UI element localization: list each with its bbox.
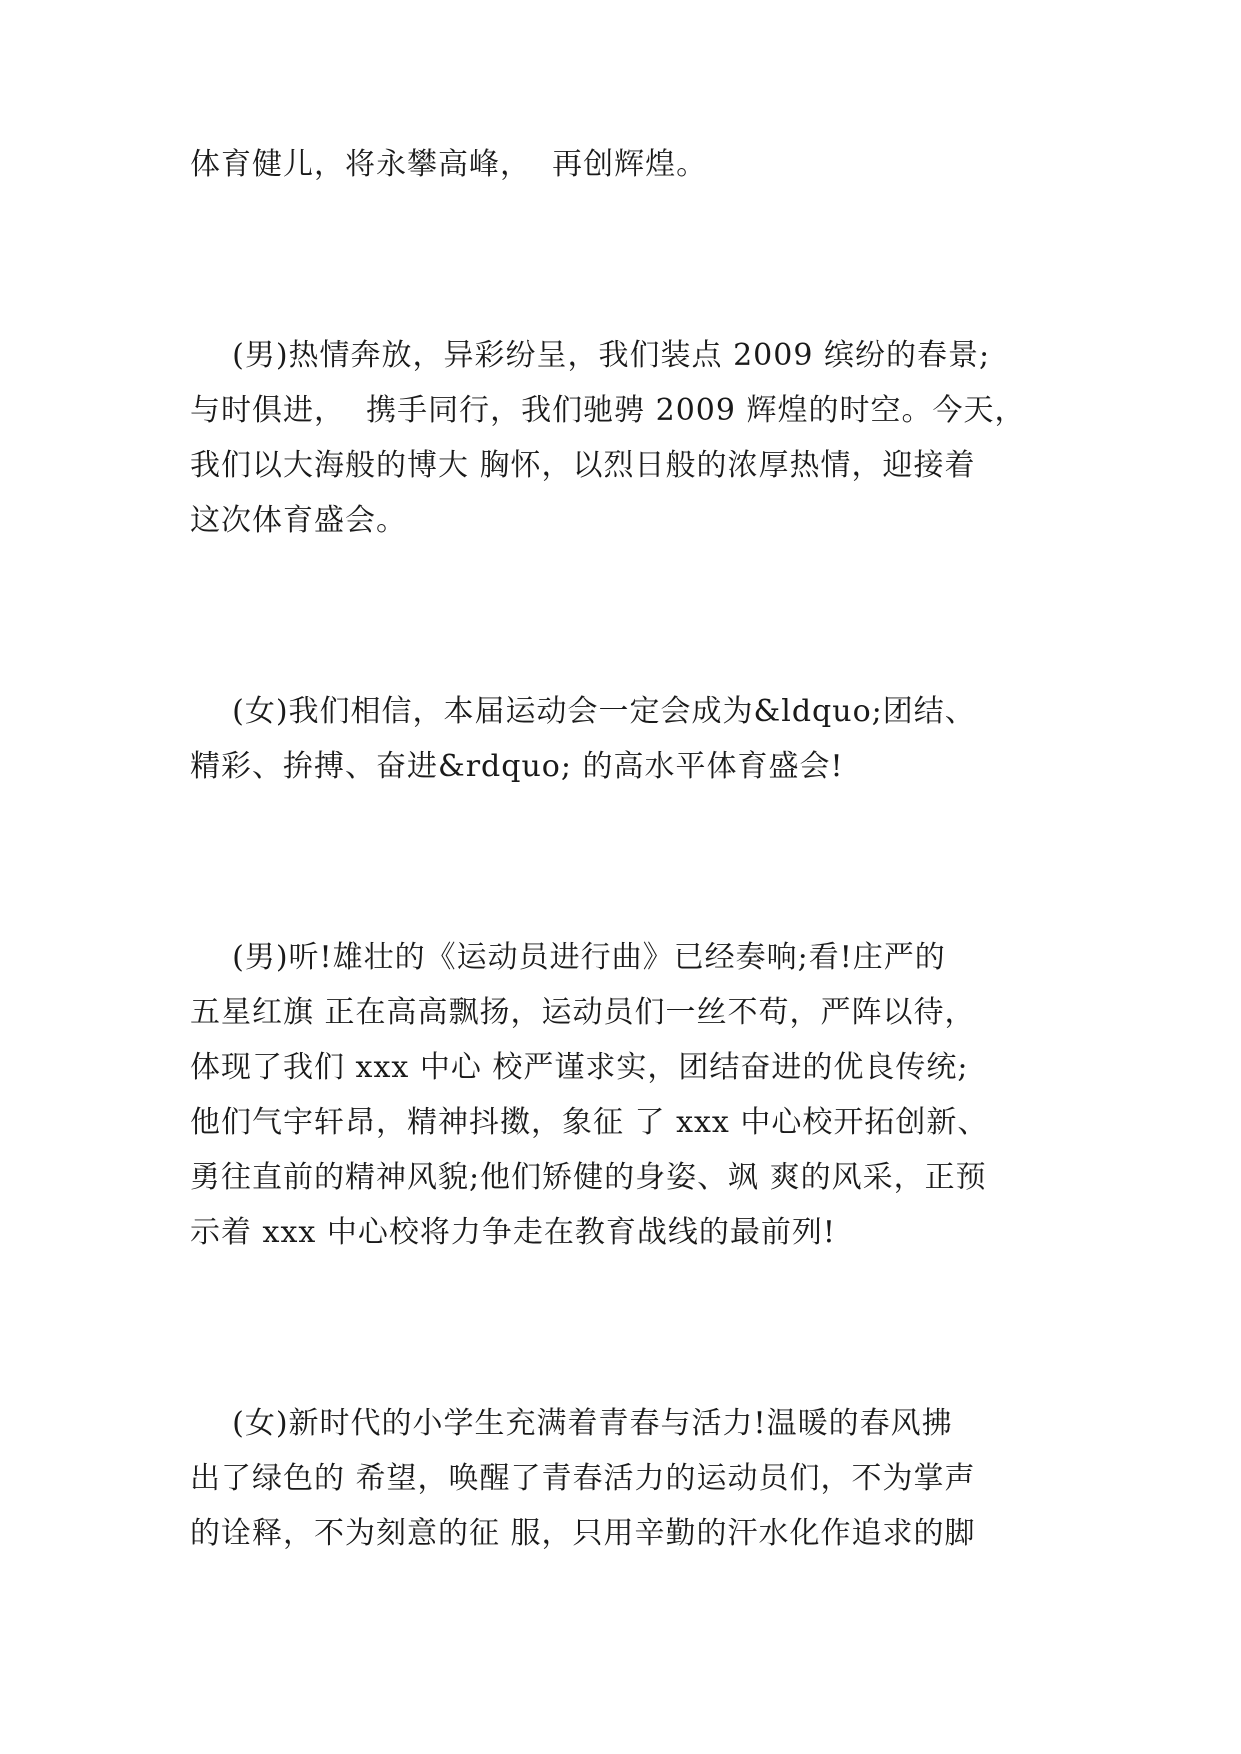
- paragraph-4-line-2: 五星红旗 正在高高飘扬，运动员们一丝不苟，严阵以待，: [190, 995, 976, 1030]
- paragraph-4-line-5: 勇往直前的精神风貌;他们矫健的身姿、飒 爽的风采，正预: [190, 1160, 987, 1195]
- paragraph-2-line-4: 这次体育盛会。: [190, 503, 407, 538]
- paragraph-3-line-1: (女)我们相信，本届运动会一定会成为&ldquo;团结、: [190, 694, 976, 729]
- paragraph-4-line-6: 示着 xxx 中心校将力争走在教育战线的最前列!: [190, 1215, 836, 1250]
- paragraph-5-line-2: 出了绿色的 希望，唤醒了青春活力的运动员们，不为掌声: [190, 1461, 976, 1496]
- paragraph-5-line-1: (女)新时代的小学生充满着青春与活力!温暖的春风拂: [190, 1406, 953, 1441]
- paragraph-5-line-3: 的诠释，不为刻意的征 服，只用辛勤的汗水化作追求的脚: [190, 1516, 976, 1551]
- paragraph-2-line-3: 我们以大海般的博大 胸怀，以烈日般的浓厚热情，迎接着: [190, 448, 976, 483]
- paragraph-2-line-1: (男)热情奔放，异彩纷呈，我们装点 2009 缤纷的春景;: [190, 338, 991, 373]
- paragraph-4-line-1: (男)听!雄壮的《运动员进行曲》已经奏响;看!庄严的: [190, 940, 946, 975]
- paragraph-4-line-4: 他们气宇轩昂，精神抖擞，象征 了 xxx 中心校开拓创新、: [190, 1105, 989, 1140]
- paragraph-2-line-2: 与时俱进， 携手同行，我们驰骋 2009 辉煌的时空。今天，: [190, 393, 1026, 428]
- paragraph-1-line-1: 体育健儿，将永攀高峰， 再创辉煌。: [190, 147, 708, 182]
- paragraph-3-line-2: 精彩、拚搏、奋进&rdquo; 的高水平体育盛会!: [190, 749, 844, 784]
- paragraph-4-line-3: 体现了我们 xxx 中心 校严谨求实，团结奋进的优良传统;: [190, 1050, 969, 1085]
